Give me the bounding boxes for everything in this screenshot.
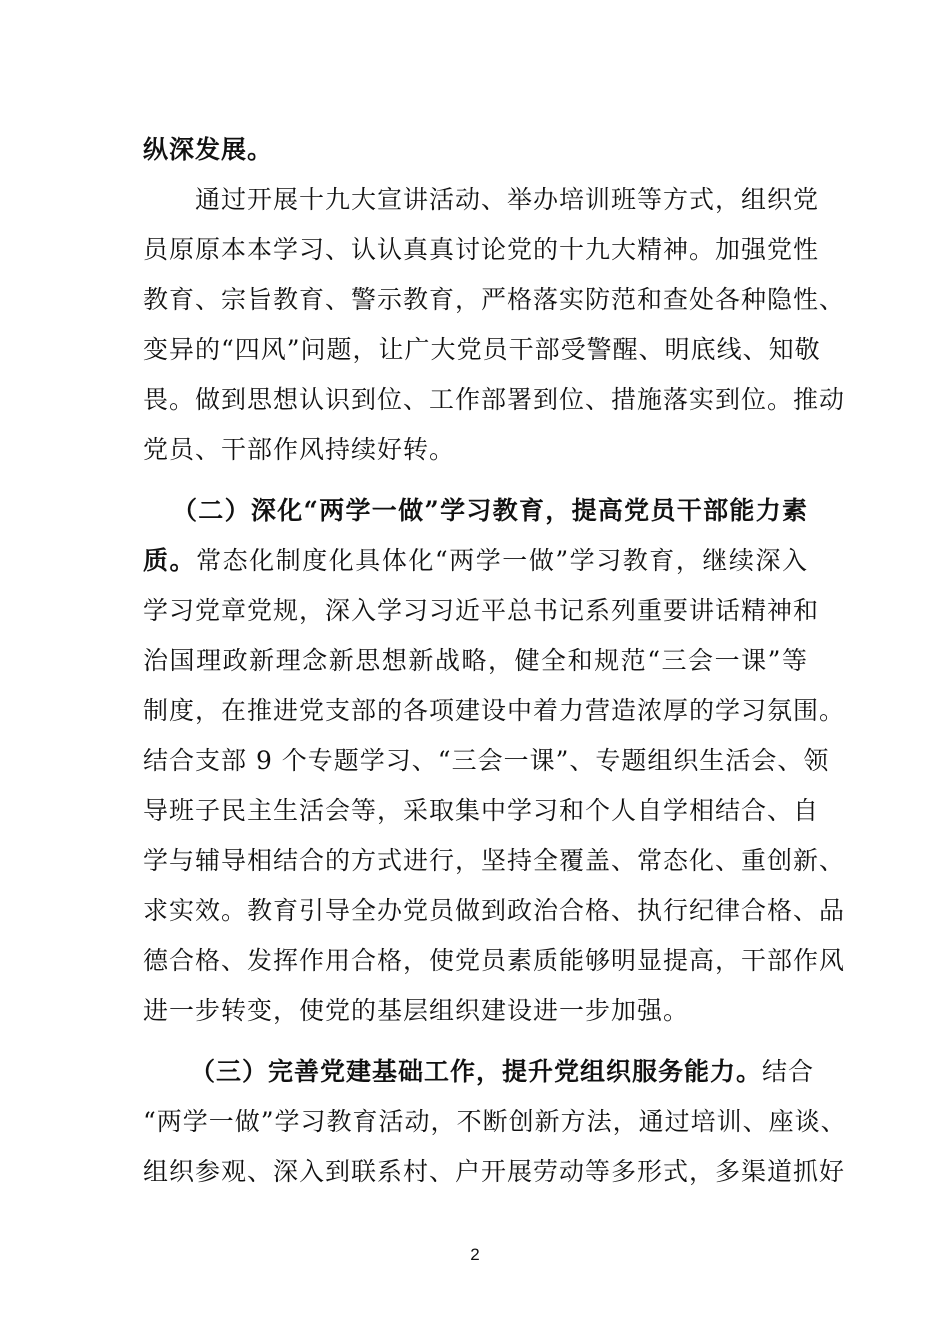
- text-run: 变异的“四风”问题，让广大党员干部受警醒、明底线、知敬: [143, 335, 821, 364]
- text-line: [143, 180, 820, 220]
- page-number: 2: [470, 1245, 480, 1264]
- text-run: 学习党章党规，深入学习习近平总书记系列重要讲话精神和: [143, 596, 820, 625]
- text-run: 进一步转变，使党的基层组织建设进一步加强。: [143, 996, 690, 1025]
- text-line: [143, 1152, 846, 1192]
- text-line: [143, 541, 808, 581]
- text-line: [143, 130, 808, 170]
- text-line: [143, 430, 808, 470]
- text-line: [143, 230, 820, 270]
- text-line: [143, 641, 808, 681]
- text-run: 结合: [762, 1057, 815, 1086]
- text-run: 组织参观、深入到联系村、户开展劳动等多形式，多渠道抓好: [143, 1157, 846, 1186]
- text-run: 德合格、发挥作用合格，使党员素质能够明显提高，干部作风: [143, 946, 846, 975]
- text-line: [143, 941, 846, 981]
- text-run: 畏。做到思想认识到位、工作部署到位、措施落实到位。推动: [143, 385, 846, 414]
- text-run: 制度，在推进党支部的各项建设中着力营造浓厚的学习氛围。: [143, 696, 846, 725]
- text-run: 教育、宗旨教育、警示教育，严格落实防范和查处各种隐性、: [143, 285, 846, 314]
- text-run: 治国理政新理念新思想新战略，健全和规范“三会一课”等: [143, 646, 808, 675]
- text-run: 学与辅导相结合的方式进行，坚持全覆盖、常态化、重创新、: [143, 846, 846, 875]
- text-line: [143, 841, 846, 881]
- bold-run: （二）深化“两学一做”学习教育，提高党员干部能力素: [172, 496, 808, 525]
- text-line: [143, 380, 846, 420]
- text-run: 求实效。教育引导全办党员做到政治合格、执行纪律合格、品: [143, 896, 846, 925]
- bold-run: 纵深发展。: [143, 135, 274, 164]
- text-line: [143, 280, 846, 320]
- text-line: [143, 1102, 847, 1142]
- text-line: [143, 991, 808, 1031]
- text-run: 导班子民主生活会等，采取集中学习和个人自学相结合、自: [143, 796, 820, 825]
- text-line: [143, 891, 846, 931]
- text-line: [143, 741, 830, 781]
- text-run: 员原原本本学习、认认真真讨论党的十九大精神。加强党性: [143, 235, 820, 264]
- text-line: [143, 791, 820, 831]
- text-run: 常态化制度化具体化“两学一做”学习教育，继续深入: [196, 546, 808, 575]
- text-line: [143, 591, 820, 631]
- text-run: 党员、干部作风持续好转。: [143, 435, 456, 464]
- bold-run: （三）完善党建基础工作，提升党组织服务能力。: [190, 1057, 763, 1086]
- text-line: [143, 330, 821, 370]
- text-line: [143, 691, 846, 731]
- bold-run: 质。: [143, 546, 197, 575]
- section-heading: [172, 491, 808, 531]
- text-run: 通过开展十九大宣讲活动、举办培训班等方式，组织党: [195, 185, 820, 214]
- section-heading: [190, 1052, 815, 1092]
- text-run: 结合支部 9 个专题学习、“三会一课”、专题组织生活会、领: [143, 746, 830, 775]
- text-run: “两学一做”学习教育活动，不断创新方法，通过培训、座谈、: [143, 1107, 847, 1136]
